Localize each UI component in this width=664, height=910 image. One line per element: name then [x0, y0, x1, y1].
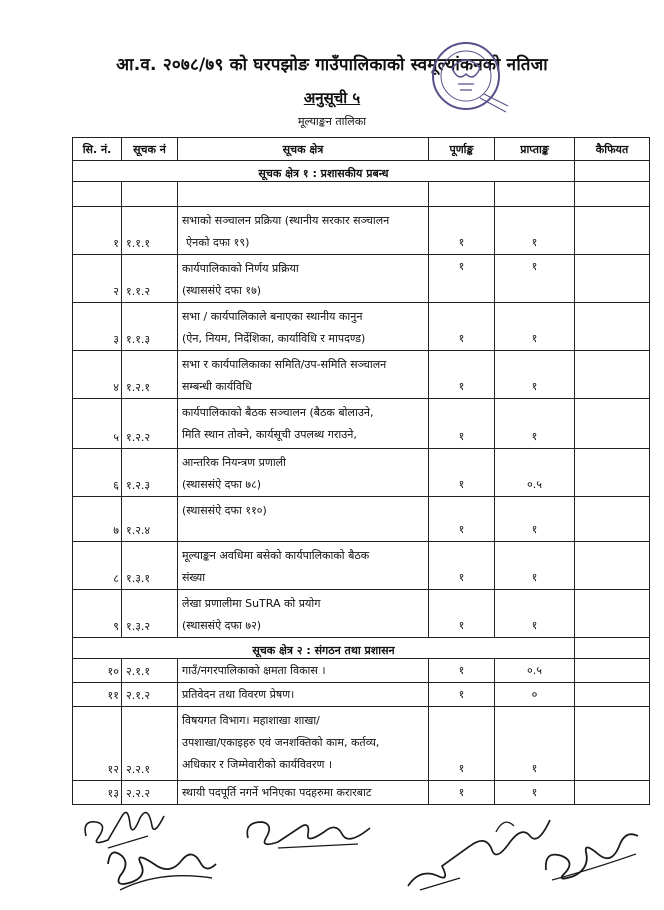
cell-sn: १० — [73, 659, 122, 683]
table-row — [73, 303, 650, 351]
table-caption: मूल्याङ्कन तालिका — [297, 115, 367, 128]
cell-obtained: १ — [495, 351, 575, 399]
cell-remarks — [575, 497, 650, 542]
cell-remarks — [575, 659, 650, 683]
cell-sn: ७ — [73, 497, 122, 542]
cell-obtained: ०.५ — [495, 449, 575, 497]
cell-area: सभा / कार्यपालिकाले बनाएका स्थानीय कानुन (ऐन, नियम, निर्देशिका, कार्याविधि र मापदण्ड) — [178, 303, 429, 351]
cell-code: १.२.३ — [122, 449, 178, 497]
cell-obtained: १ — [495, 399, 575, 449]
cell-code: २.२.२ — [122, 781, 178, 805]
cell-area: गाउँ/नगरपालिकाको क्षमता विकास । — [178, 659, 429, 683]
page-title: आ.व. २०७८/७९ को घरपझोङ गाउँपालिकाको स्वमूल्यांकनको नतिजा — [116, 55, 548, 75]
table-header-row — [73, 138, 650, 161]
table-row — [73, 255, 650, 303]
cell-sn: १२ — [73, 707, 122, 781]
cell-area: स्थायी पदपूर्ति नगर्ने भनिएका पदहरुमा करारबाट — [178, 781, 429, 805]
cell-remarks — [575, 683, 650, 707]
cell-sn: ९ — [73, 590, 122, 638]
cell-remarks — [575, 781, 650, 805]
cell-sn: ६ — [73, 449, 122, 497]
cell-area: आन्तरिक नियन्त्रण प्रणाली (स्थाससंऐ दफा ७८) — [178, 449, 429, 497]
cell-area: विषयगत विभाग। महाशाखा शाखा/ उपशाखा/एकाइहरु एवं जनशक्तिको काम, कर्तव्य, अधिकार र जिम्मेवारीको कार्यविवरण । — [178, 707, 429, 781]
cell-remarks — [575, 449, 650, 497]
table-row — [73, 683, 650, 707]
cell-code: १.२.४ — [122, 497, 178, 542]
cell-sn: ३ — [73, 303, 122, 351]
col-header-code: सूचक नं — [122, 138, 178, 161]
col-header-area: सूचक क्षेत्र — [178, 138, 429, 161]
signature-4-icon — [400, 806, 560, 896]
cell-full-marks: १ — [429, 659, 495, 683]
table-row — [73, 449, 650, 497]
col-header-remarks: कैफियत — [575, 138, 650, 161]
cell-full-marks: १ — [429, 207, 495, 255]
cell-obtained: १ — [495, 303, 575, 351]
cell-sn: ५ — [73, 399, 122, 449]
table-row — [73, 590, 650, 638]
col-header-full-marks: पूर्णाङ्क — [429, 138, 495, 161]
cell-full-marks: १ — [429, 542, 495, 590]
cell-sn: ४ — [73, 351, 122, 399]
cell-remarks — [575, 255, 650, 303]
cell-obtained: १ — [495, 542, 575, 590]
evaluation-table — [72, 137, 650, 805]
cell-full-marks: १ — [429, 449, 495, 497]
cell-code: १.१.२ — [122, 255, 178, 303]
cell-area: प्रतिवेदन तथा विवरण प्रेषण। — [178, 683, 429, 707]
cell-code: १.१.१ — [122, 207, 178, 255]
cell-obtained: १ — [495, 497, 575, 542]
col-header-sn: सि. नं. — [73, 138, 122, 161]
cell-area: लेखा प्रणालीमा SuTRA को प्रयोग (स्थाससंऐ दफा ७२) — [178, 590, 429, 638]
col-header-obtained: प्राप्ताङ्क — [495, 138, 575, 161]
cell-sn: १ — [73, 207, 122, 255]
cell-full-marks: १ — [429, 590, 495, 638]
cell-area: सभाको सञ्चालन प्रक्रिया (स्थानीय सरकार सञ्चालन ऐनको दफा १९) — [178, 207, 429, 255]
cell-area: (स्थाससंऐ दफा ११०) — [178, 497, 429, 542]
cell-area: कार्यपालिकाको निर्णय प्रक्रिया (स्थाससंऐ दफा १७) — [178, 255, 429, 303]
cell-full-marks: १ — [429, 781, 495, 805]
cell-sn: २ — [73, 255, 122, 303]
table-spacer-row — [73, 182, 650, 207]
signature-2-icon — [100, 834, 220, 900]
cell-code: २.१.२ — [122, 683, 178, 707]
cell-sn: ११ — [73, 683, 122, 707]
cell-remarks — [575, 207, 650, 255]
cell-area: सभा र कार्यपालिकाका समिति/उप-समिति सञ्चालन सम्बन्धी कार्यविधि — [178, 351, 429, 399]
section-title: सूचक क्षेत्र १ : प्रशासकीय प्रबन्ध — [73, 161, 575, 182]
cell-obtained: १ — [495, 707, 575, 781]
cell-obtained: १ — [495, 255, 575, 303]
table-row — [73, 659, 650, 683]
cell-code: १.१.३ — [122, 303, 178, 351]
cell-sn: १३ — [73, 781, 122, 805]
cell-code: १.२.२ — [122, 399, 178, 449]
cell-remarks — [575, 303, 650, 351]
signature-3-icon — [238, 804, 378, 854]
cell-remarks — [575, 590, 650, 638]
cell-full-marks: १ — [429, 707, 495, 781]
page-subtitle: अनुसूची ५ — [303, 89, 361, 107]
table-row — [73, 399, 650, 449]
cell-remarks — [575, 399, 650, 449]
cell-area: कार्यपालिकाको बैठक सञ्चालन (बैठक बोलाउने, मिति स्थान तोक्ने, कार्यसूची उपलब्ध गराउने, — [178, 399, 429, 449]
cell-remarks — [575, 351, 650, 399]
section-row — [73, 161, 650, 182]
cell-area: मूल्याङ्कन अवधिमा बसेको कार्यपालिकाको बैठक संख्या — [178, 542, 429, 590]
cell-obtained: १ — [495, 781, 575, 805]
cell-full-marks: १ — [429, 497, 495, 542]
cell-code: २.२.१ — [122, 707, 178, 781]
cell-code: १.२.१ — [122, 351, 178, 399]
table-row — [73, 497, 650, 542]
cell-obtained: ०.५ — [495, 659, 575, 683]
table-row — [73, 207, 650, 255]
section-remarks-cell — [575, 161, 650, 182]
cell-remarks — [575, 542, 650, 590]
cell-obtained: १ — [495, 590, 575, 638]
cell-remarks — [575, 707, 650, 781]
cell-obtained: ० — [495, 683, 575, 707]
table-row — [73, 707, 650, 781]
cell-code: १.३.१ — [122, 542, 178, 590]
cell-sn: ८ — [73, 542, 122, 590]
table-row — [73, 351, 650, 399]
cell-full-marks: १ — [429, 351, 495, 399]
cell-full-marks: १ — [429, 303, 495, 351]
table-row — [73, 542, 650, 590]
cell-code: १.३.२ — [122, 590, 178, 638]
cell-obtained: १ — [495, 207, 575, 255]
cell-code: २.१.१ — [122, 659, 178, 683]
section-remarks-cell — [575, 638, 650, 659]
cell-full-marks: १ — [429, 683, 495, 707]
section-title: सूचक क्षेत्र २ : संगठन तथा प्रशासन — [73, 638, 575, 659]
signature-5-icon — [540, 814, 644, 886]
cell-full-marks: १ — [429, 255, 495, 303]
section-row — [73, 638, 650, 659]
office-stamp-icon — [428, 38, 514, 120]
cell-full-marks: १ — [429, 399, 495, 449]
